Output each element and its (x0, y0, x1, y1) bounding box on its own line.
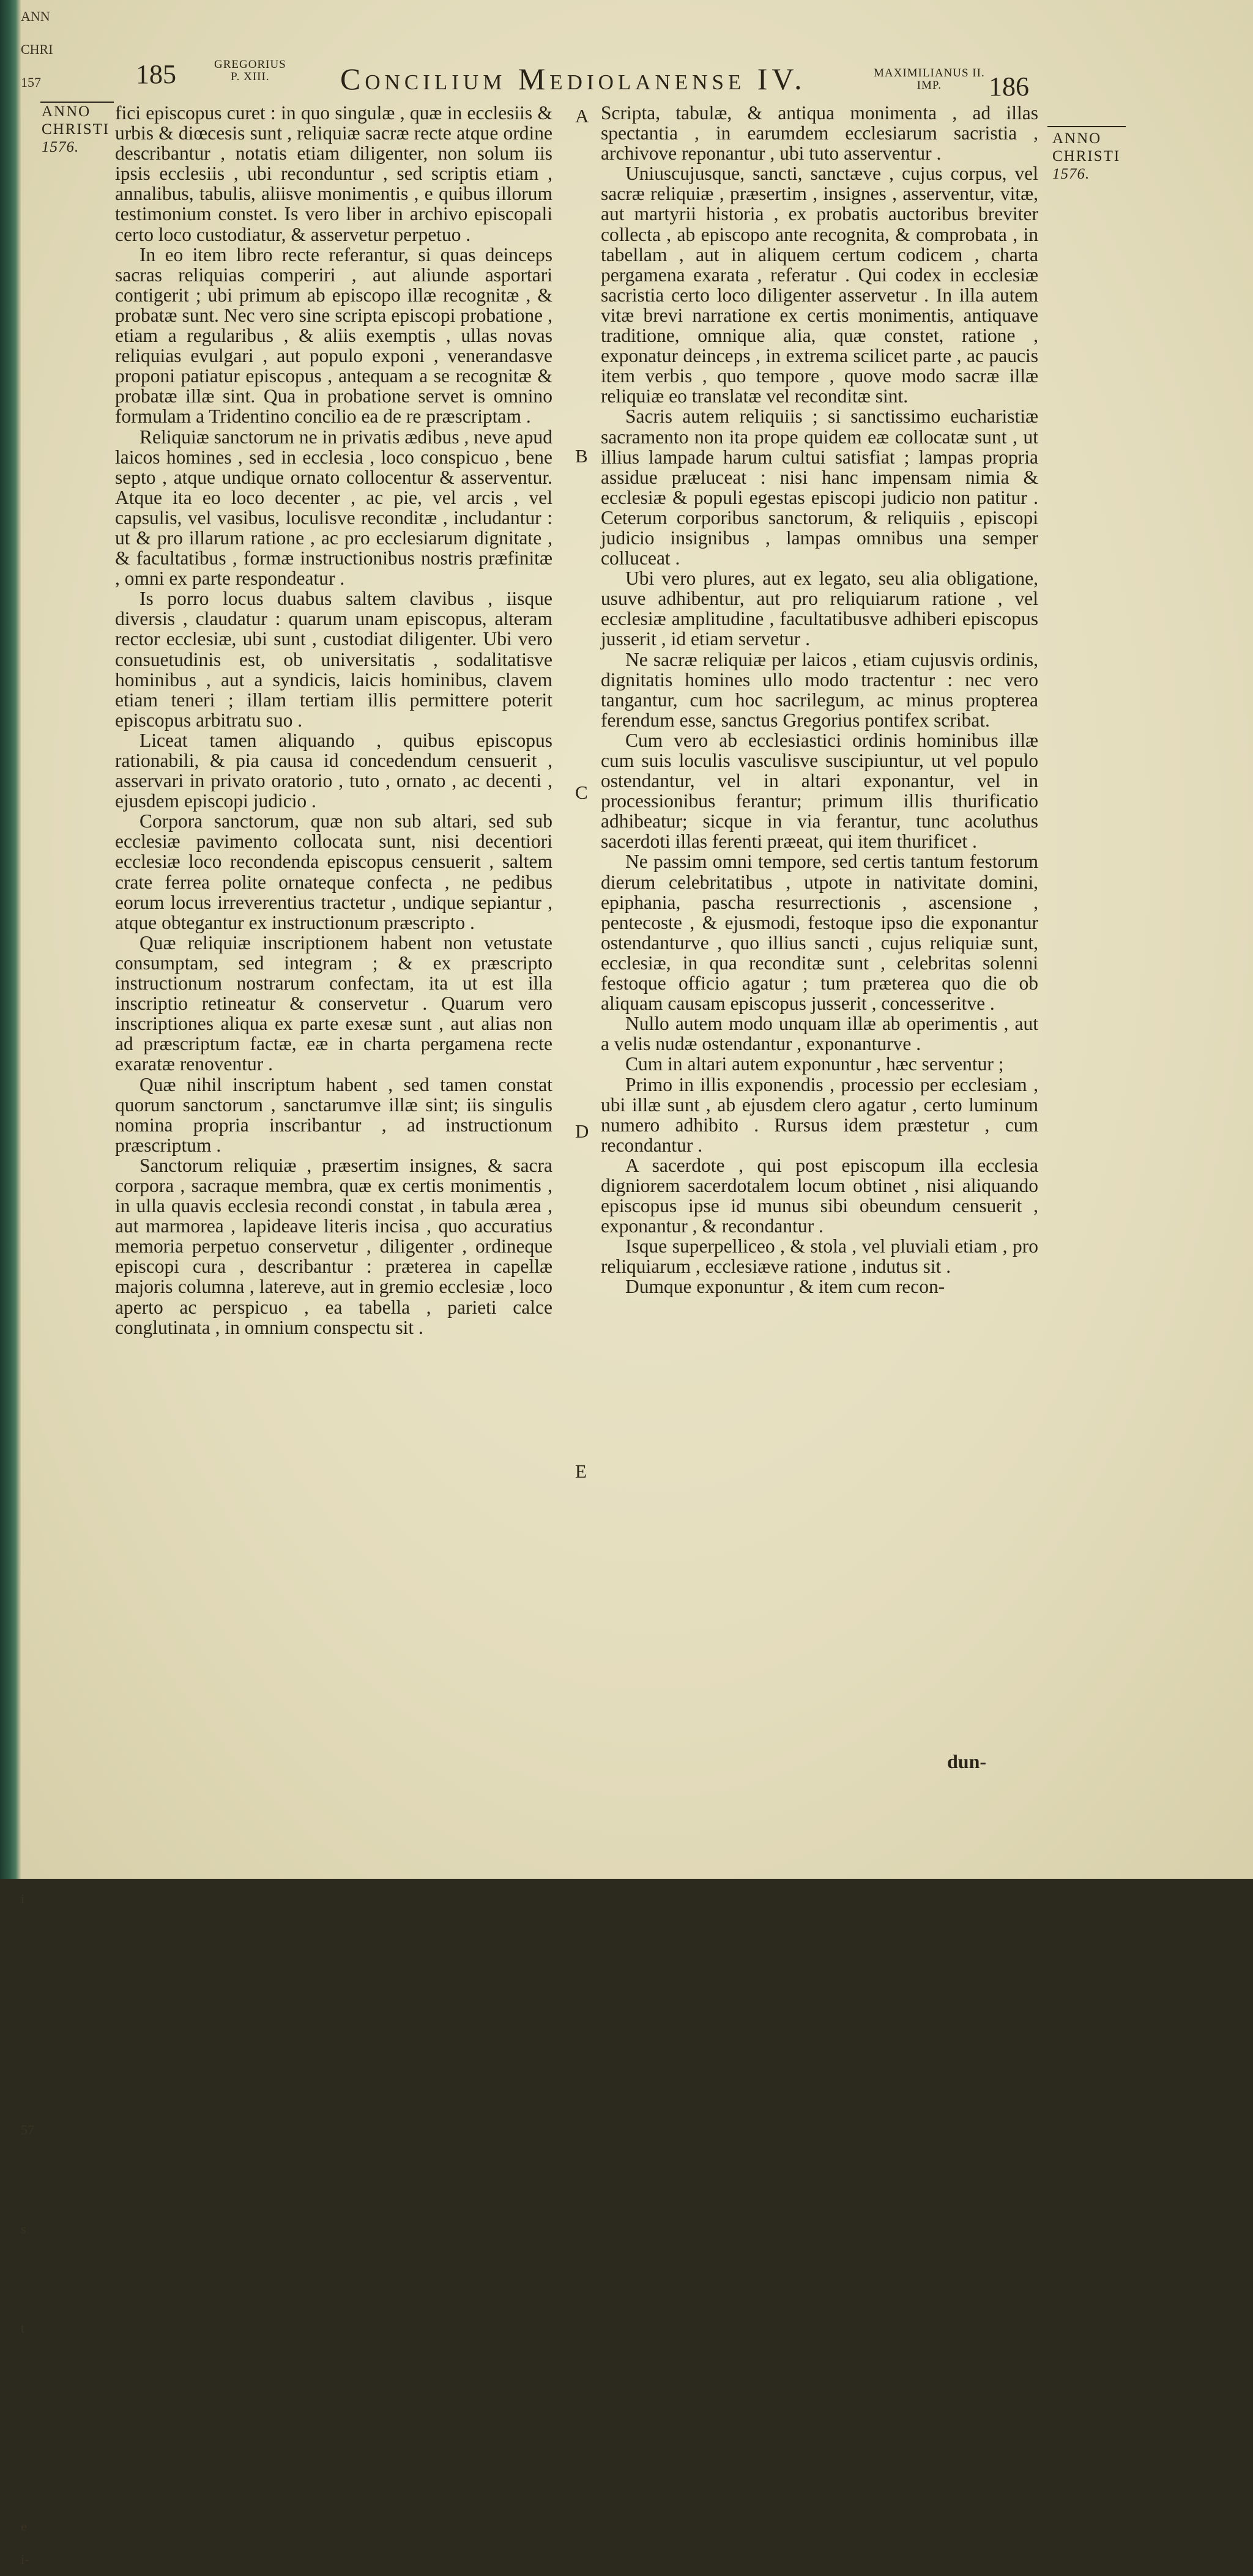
right-emperor-title: IMP. (917, 79, 942, 92)
right-column-paragraph: Cum vero ab ecclesiastici ordinis hominibus illæ cum suis loculis vasculisve suscipiuntur, ut vel populo ostendantur, vel in altari exponantur, vel in processionibus ferantur; primum illis thurificatio adhibeatur; sicque in via ferantur, tunc acoluthus sacerdoti illas ferenti præeat, qui item thurificet . (601, 729, 1038, 853)
right-emperor-label (874, 67, 985, 92)
edge-fragment: i (21, 1891, 25, 1906)
edge-fragment: t (21, 2320, 25, 2336)
edge-fragment: i- (21, 2552, 29, 2567)
left-column-paragraph: fici episcopus curet : in quo singulæ , quæ in ecclesiis & urbis & diœcesis sunt , reliquiæ sacræ recte atque ordine describantur , notatis etiam diligenter, non solum iis ipsis ecclesiis , ubi reconduntur , sed scriptis etiam , annalibus, tabulis, aliisve monimentis , e quibus illorum testimonium constet. Is vero liber in archivo episcopali certo loco custodiatur, & asservetur perpetuo . (115, 102, 552, 245)
edge-fragment (21, 991, 33, 1024)
edge-fragment (21, 1321, 33, 1354)
section-marker-d: D (575, 1120, 589, 1142)
left-column-paragraph: Quæ nihil inscriptum habent , sed tamen constat quorum sanctorum , sanctarumve illæ sint; iis singulis nomina propria inscribantur , ad instructionum præscriptum . (115, 1073, 552, 1156)
edge-fragment (21, 1057, 33, 1090)
edge-fragment (21, 594, 33, 627)
edge-fragment (21, 528, 33, 561)
edge-fragment (21, 429, 33, 462)
edge-fragment (21, 165, 33, 198)
right-year: 1576. (1052, 166, 1090, 182)
edge-fragment (21, 1486, 33, 1519)
edge-fragment (21, 99, 33, 132)
left-column-paragraph: Reliquiæ sanctorum ne in privatis ædibus , neve apud laicos homines , sed in ecclesia , loco conspicuo , bene septo , atque undique ornato collocentur & asserventur. Atque ita eo loco decenter , ac pie, vel arcis , vel capsulis, vel vasibus, loculisve reconditæ , includantur : ut & pro illarum ratione , ac pro ecclesiarum dignitate , & facultatibus , formæ instructionibus nostris præfinitæ , omni ex parte respondeatur . (115, 426, 552, 590)
edge-fragment (21, 264, 33, 297)
edge-fragment (21, 627, 33, 661)
edge-fragment: s (21, 2221, 26, 2237)
edge-fragment (21, 1288, 33, 1321)
edge-fragment (21, 198, 33, 231)
book-binding (0, 0, 21, 1879)
edge-fragment (21, 2279, 33, 2312)
section-marker-e: E (575, 1460, 587, 1482)
edge-fragment (21, 2444, 33, 2477)
edge-fragment (21, 1783, 33, 1816)
right-anno: ANNO (1052, 130, 1102, 147)
right-text-column (601, 103, 1038, 1297)
edge-fragment: 157 (21, 75, 41, 90)
edge-fragment (21, 2378, 33, 2411)
left-pope-name: GREGORIUS (214, 58, 286, 71)
section-marker-b: B (575, 445, 588, 467)
edge-fragment (21, 363, 33, 396)
left-margin-year-note (42, 103, 110, 156)
edge-fragment (21, 1090, 33, 1123)
left-column-paragraph: In eo item libro recte referantur, si quas deinceps sacras reliquias comperiri , aut aliunde asportari contigerit ; ubi primum ab episcopo illæ recognitæ , & probatæ sunt. Nec vero sine scripta episcopi probatione , etiam a regularibus , & aliis exemptis , ullas novas reliquias evulgari , aut populo exponi , venerandasve proponi patiatur episcopus , antequam a se recognitæ & probatæ illæ sint. Qua in probatione servet is omnino formulam a Tridentino concilio ea de re præscriptam . (115, 243, 552, 427)
left-column-paragraph: Sanctorum reliquiæ , præsertim insignes, & sacra corpora , sacraque membra, quæ ex certis monimentis , in ulla quavis ecclesia recondi constat , in tabula ærea , aut marmorea , lapideave literis incisa , quo accuratius memoria perpetuo conservetur , diligenter , ordineque episcopi cura , describantur : præterea in capellæ majoris columna , latereve, aut in gremio ecclesiæ , loco aperto ac perspicuo , ea tabella , parieti calce conglutinata , in omnium conspectu sit . (115, 1154, 552, 1338)
edge-fragment (21, 1915, 33, 1949)
edge-fragment (21, 1024, 33, 1057)
edge-fragment (21, 727, 33, 760)
right-christi: CHRISTI (1052, 148, 1121, 165)
edge-fragment (21, 2345, 33, 2378)
right-column-paragraph: Primo in illis exponendis , processio per ecclesiam , ubi illæ sunt , ab ejusdem clero agatur , certo luminum numero adhibito . Rursus idem præstetur , cum recondantur . (601, 1073, 1038, 1156)
left-pope-label (214, 59, 286, 83)
edge-fragment (21, 1949, 33, 1982)
edge-fragment (21, 1651, 33, 1684)
edge-fragment (21, 892, 33, 925)
edge-fragment (21, 1849, 33, 1882)
edge-fragment (21, 2411, 33, 2444)
edge-fragment (21, 1354, 33, 1387)
edge-fragment (21, 2477, 33, 2510)
edge-fragment (21, 2048, 33, 2081)
edge-fragment (21, 694, 33, 727)
edge-fragment (21, 561, 33, 594)
edge-fragment (21, 2180, 33, 2213)
edge-fragment (21, 1552, 33, 1585)
edge-fragment: ANN (21, 9, 50, 24)
right-column-paragraph: Cum in altari autem exponuntur , hæc serventur ; (625, 1053, 1004, 1075)
edge-fragment (21, 1255, 33, 1288)
edge-fragment (21, 2081, 33, 2114)
left-column-paragraph: Is porro locus duabus saltem clavibus , iisque diversis , claudatur : quarum unam episcopus, alteram rector ecclesiæ, ubi sunt , custodiat diligenter. Ubi vero consuetudinis est, ob universitatis , sodalitatisve hominibus , aut a syndicis, laicis hominibus, clavem etiam teneri ; illam tertiam illis permittere poterit episcopus arbitratu suo . (115, 588, 552, 731)
left-column-paragraph: Quæ reliquiæ inscriptionem habent non vetustate consumptam, sed integram ; & ex præscripto instructionum nostrarum confectam, ita ut est illa inscriptio retineatur & conservetur . Quarum vero inscriptiones aliqua ex parte exesæ sunt , aut alias non ad præscriptum factæ, eæ in charta pergamena recte exaratæ renoventur . (115, 931, 552, 1075)
right-emperor-name: MAXIMILIANUS II. (874, 67, 985, 80)
left-pope-number: P. XIII. (231, 70, 270, 83)
edge-fragment (21, 1816, 33, 1849)
edge-fragment (21, 1585, 33, 1618)
edge-fragment (21, 297, 33, 330)
edge-fragment (21, 1420, 33, 1453)
right-column-paragraph: Nullo autem modo unquam illæ ab operimentis , aut a velis nudæ ostendantur , exponanturve . (601, 1013, 1038, 1055)
edge-fragment (21, 1982, 33, 2015)
edge-fragment (21, 1189, 33, 1222)
edge-fragment (21, 760, 33, 793)
edge-fragment (21, 958, 33, 991)
edge-fragment (21, 462, 33, 495)
edge-fragment (21, 1750, 33, 1783)
right-column-paragraph: Isque superpelliceo , & stola , vel pluviali etiam , pro reliquiarum , ecclesiæve ratione , indutus sit . (601, 1235, 1038, 1278)
right-column-paragraph: Uniuscujusque, sancti, sanctæve , cujus corpus, vel sacræ reliquiæ , præsertim , insignes , asserventur, vitæ, aut martyrii historia , ex probatis auctoribus breviter collecta , ab episcopo ante recognita, & comprobata , in tabellam , aut in aliquem certum codicem , charta pergamena exarata , referatur . Qui codex in ecclesiæ sacristia certo loco diligenter asservetur . In illa autem vitæ brevi narratione ex certis monimentis, antiquave traditione, omnique alia, quæ constet, ratione , exponatur deinceps , in extrema scilicet parte , ac paucis item verbis , quo tempore , quove modo sacræ illæ reliquiæ eo translatæ vel reconditæ sint. (601, 163, 1038, 407)
edge-fragment (21, 495, 33, 528)
edge-fragment (21, 330, 33, 363)
left-text-column (115, 103, 552, 1338)
left-year: 1576. (42, 139, 80, 155)
edge-fragment (21, 1453, 33, 1486)
left-page-number: 185 (136, 59, 176, 89)
edge-fragment (21, 826, 33, 859)
edge-fragment (21, 1684, 33, 1717)
edge-fragment (21, 1519, 33, 1552)
edge-fragment (21, 1387, 33, 1420)
right-column-paragraph: Ne sacræ reliquiæ per laicos , etiam cujusvis ordinis, dignitatis homines ullo modo tractentur : nec vero tangantur, cum hoc sacrilegum, ac minus propterea ferendum esse, sanctus Gregorius pontifex scribat. (601, 648, 1038, 731)
edge-fragment (21, 2246, 33, 2279)
edge-fragment: CHRI (21, 42, 53, 57)
edge-fragment (21, 2015, 33, 2048)
section-marker-a: A (575, 105, 589, 127)
edge-fragment (21, 1618, 33, 1651)
left-column-paragraph: Corpora sanctorum, quæ non sub altari, sed sub ecclesiæ pavimento collocata sunt, nisi decentiori ecclesiæ loco recondenda episcopus censuerit , saltem crate ferrea polite ornateque confecta , ne pedibus eorum locus irreverentius tractetur , undique sepiantur , atque obtegantur ex instructionum præscripto . (115, 810, 552, 933)
page-title: Concilium Mediolanense IV. (340, 62, 806, 96)
right-column-paragraph: Sacris autem reliquiis ; si sanctissimo eucharistiæ sacramento non ita prope quidem eæ collocatæ sunt , ut illius lampade harum cultui satisfiat ; lampas propria assidue præluceat : nisi hanc impensam nimia & ecclesiæ & populi egestas episcopi judicio non patitur . Ceterum corporibus sanctorum, & reliquiis , episcopi judicio insignibus , lampas omnibus una semper colluceat . (601, 405, 1038, 569)
left-anno: ANNO (42, 103, 91, 120)
edge-fragment (21, 661, 33, 694)
right-column-paragraph: Dumque exponuntur , & item cum recon- (625, 1276, 945, 1298)
edge-fragment (21, 925, 33, 958)
right-margin-rule (1047, 126, 1126, 127)
left-column-paragraph: Liceat tamen aliquando , quibus episcopus rationabili, & pia causa id concedendum censuerit , asservari in privato oratorio , tuto , ornato , ac decenti , ejusdem episcopi judicio . (115, 729, 552, 812)
edge-fragment (21, 2147, 33, 2180)
right-page-number: 186 (989, 72, 1029, 102)
catchword: dun- (947, 1750, 987, 1772)
edge-fragment (21, 859, 33, 892)
edge-fragment (21, 1717, 33, 1750)
section-marker-c: C (575, 782, 588, 803)
edge-fragment (21, 231, 33, 264)
right-column-paragraph: Scripta, tabulæ, & antiqua monimenta , ad illas spectantia , in earumdem ecclesiarum sacristia , archivove reponantur , ubi tuto asserventur . (601, 102, 1038, 165)
right-column-paragraph: A sacerdote , qui post episcopum illa ecclesia digniorem sacerdotalem locum obtinet , nisi aliquando episcopus ipse id munus sibi obeundum censuerit , exponantur , & recondantur . (601, 1154, 1038, 1237)
edge-fragment (21, 132, 33, 165)
edge-fragment: e (21, 2519, 27, 2534)
edge-fragment (21, 396, 33, 429)
left-christi: CHRISTI (42, 121, 110, 138)
edge-fragment (21, 1156, 33, 1189)
edge-fragment (21, 793, 33, 826)
previous-page-edge (21, 0, 53, 2567)
right-column-paragraph: Ne passim omni tempore, sed certis tantum festorum dierum celebritatibus , utpote in nativitate domini, epiphania, pascha resurrectionis , ascensione , pentecoste , & ejusmodi, festoque ipso die exponantur ostendanturve , quo illius sancti , cujus reliquiæ sunt, ecclesiæ, in qua reconditæ sunt , celebritas solenni festoque officio agatur ; tum præterea quo die ob aliquam causam episcopus jusserit , concesseritve . (601, 851, 1038, 1015)
edge-fragment (21, 1123, 33, 1156)
right-margin-year-note (1052, 130, 1120, 183)
edge-fragment: 57 (21, 2122, 34, 2137)
edge-fragment (21, 1222, 33, 1255)
right-column-paragraph: Ubi vero plures, aut ex legato, seu alia obligatione, usuve adhibentur, aut pro reliquiarum ratione , vel ecclesiæ amplitudine , facultatibusve adhiberi episcopus jusserit , id etiam servetur . (601, 568, 1038, 650)
